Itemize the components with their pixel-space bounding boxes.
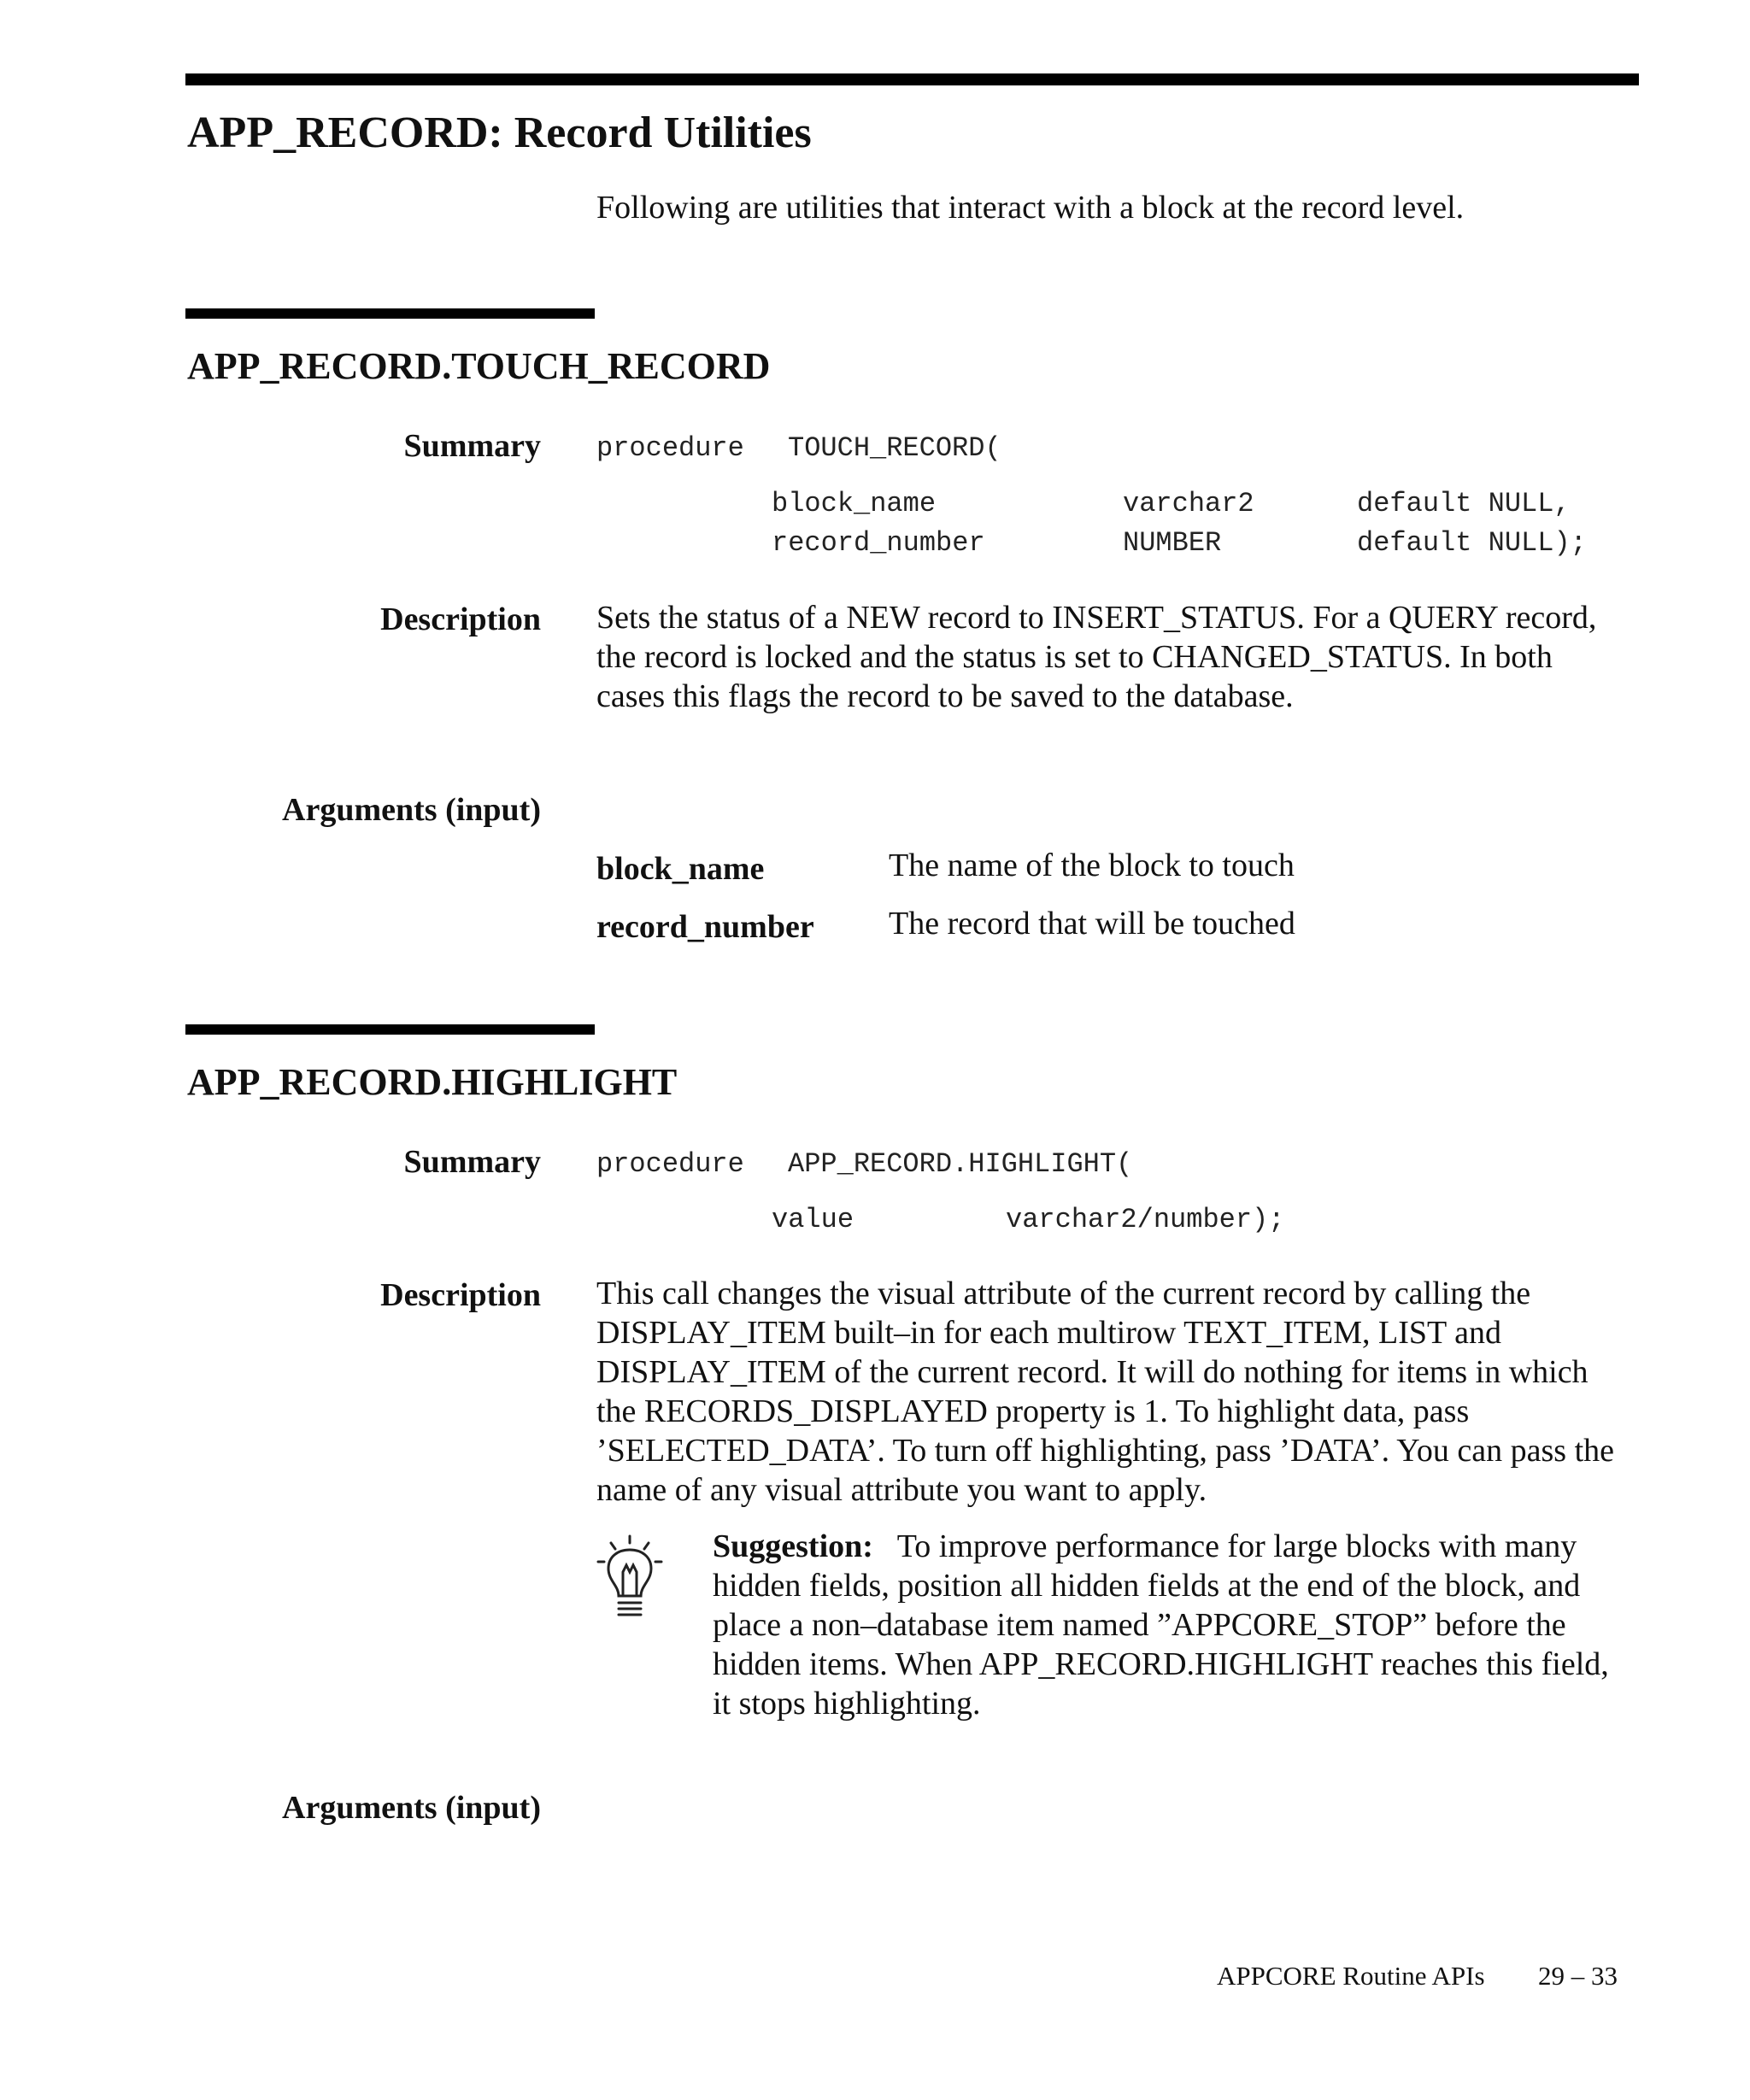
suggestion-text: To improve performance for large blocks with many hidden fields, position all hidden fields at the end of the block, and place a non–database item named ”APPCORE_STOP” before the hidden items. When APP_RECORD.HIGHLIGHT reaches this field, it stops highlighting. — [713, 1528, 1609, 1722]
footer-page-number: 29 – 33 — [1538, 1961, 1618, 1991]
page-intro: Following are utilities that interact with a block at the record level. — [596, 190, 1465, 226]
param-type: NUMBER — [1123, 527, 1222, 559]
param-default: default NULL); — [1357, 527, 1587, 559]
suggestion-label: Suggestion: — [713, 1528, 873, 1564]
signature-keyword: procedure — [596, 432, 744, 464]
argument-name: record_number — [596, 909, 814, 945]
section-rule-highlight — [185, 1024, 595, 1035]
lightbulb-icon — [595, 1533, 665, 1623]
argument-name: block_name — [596, 851, 765, 887]
param-default: default NULL, — [1357, 488, 1571, 519]
description-label: Description — [380, 601, 541, 637]
argument-description: The record that will be touched — [889, 906, 1295, 941]
suggestion-callout — [713, 1527, 1627, 1723]
summary-label: Summary — [403, 428, 541, 464]
param-type: varchar2 — [1123, 488, 1254, 519]
param-name: block_name — [772, 488, 937, 519]
param-name: record_number — [772, 527, 985, 559]
signature-keyword: procedure — [596, 1148, 744, 1180]
arguments-label: Arguments (input) — [282, 792, 541, 828]
summary-label: Summary — [403, 1144, 541, 1180]
param-type: varchar2/number); — [1006, 1204, 1285, 1235]
param-name: value — [772, 1204, 854, 1235]
signature-name: APP_RECORD.HIGHLIGHT( — [788, 1148, 1133, 1180]
arguments-label: Arguments (input) — [282, 1790, 541, 1826]
section-rule-touch-record — [185, 308, 595, 319]
footer-section-title: APPCORE Routine APIs — [1217, 1961, 1485, 1991]
section-heading-touch-record: APP_RECORD.TOUCH_RECORD — [187, 345, 771, 387]
description-label: Description — [380, 1277, 541, 1313]
signature-name: TOUCH_RECORD( — [788, 432, 1001, 464]
top-rule — [185, 73, 1639, 85]
page-title: APP_RECORD: Record Utilities — [187, 109, 812, 157]
section-heading-highlight: APP_RECORD.HIGHLIGHT — [187, 1061, 678, 1103]
argument-description: The name of the block to touch — [889, 848, 1295, 883]
description-text: Sets the status of a NEW record to INSERT_STATUS. For a QUERY record, the record is locked and the status is set to CHANGED_STATUS. In both cases this flags the record to be saved to the database. — [596, 600, 1597, 714]
description-text: This call changes the visual attribute of the current record by calling the DISPLAY_ITEM built–in for each multirow TEXT_ITEM, LIST and DISPLAY_ITEM of the current record. It will do nothing for items in which the RECORDS_DISPLAYED property is 1. To highlight data, pass ’SELECTED_DATA’. To turn off highlighting, pass ’DATA’. You can pass the name of any visual attribute you want to apply. — [596, 1276, 1615, 1508]
